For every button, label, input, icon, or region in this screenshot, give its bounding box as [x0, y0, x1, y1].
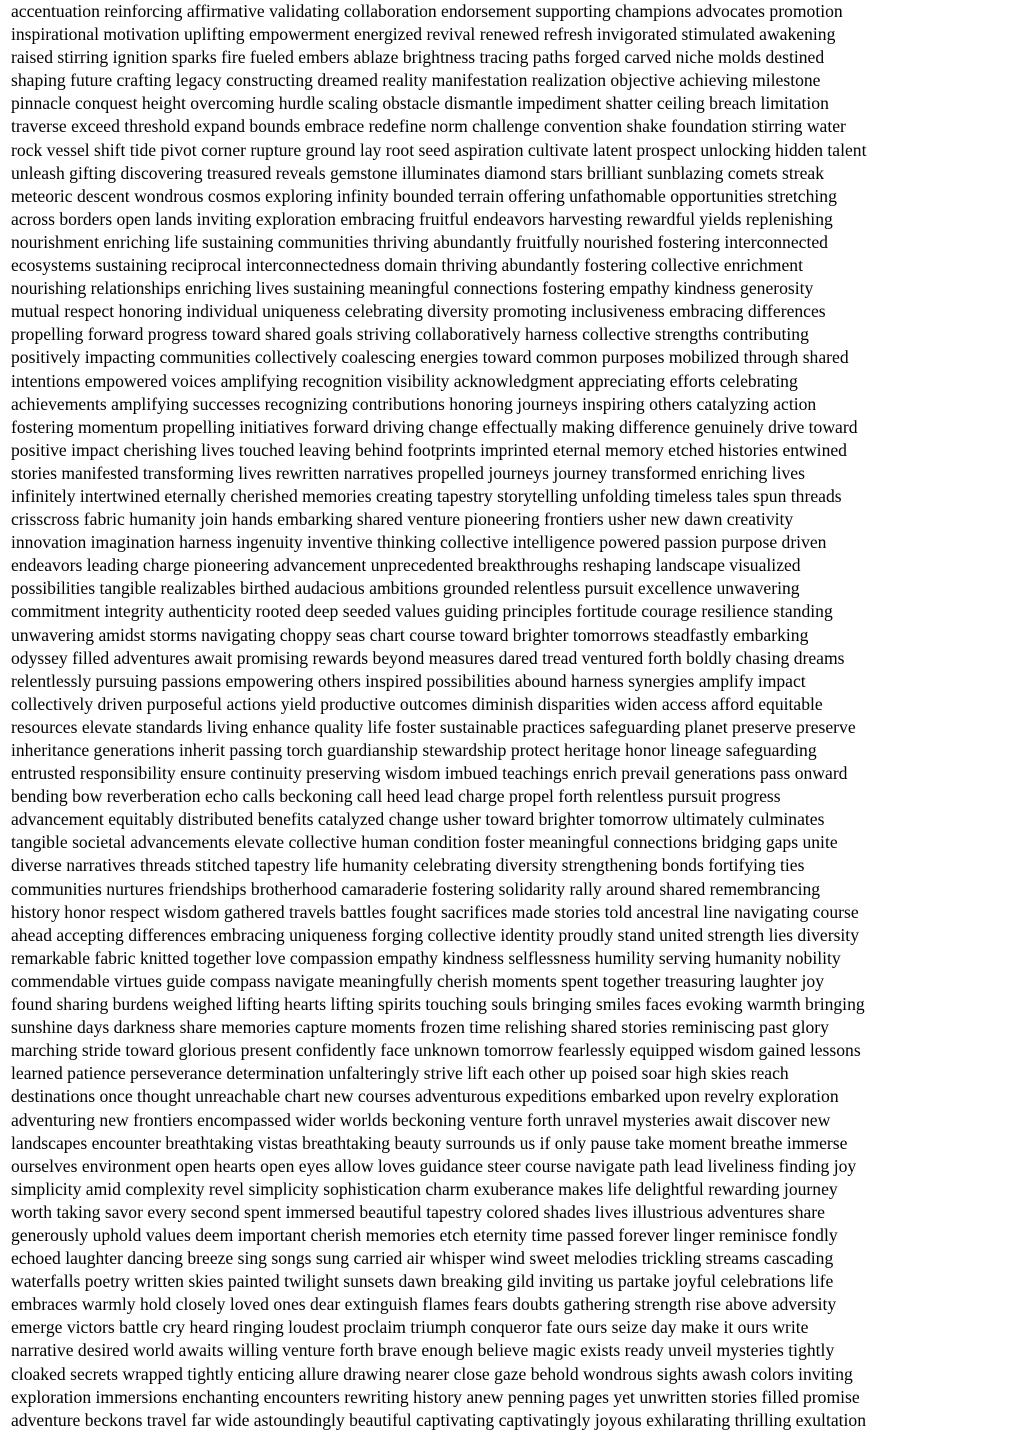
text-line: found sharing burdens weighed lifting hearts lifting spirits touching souls bringing smiles faces evoking warmth bringing [11, 994, 865, 1015]
text-line: inheritance generations inherit passing torch guardianship stewardship protect heritage honor lineage safeguarding [11, 740, 817, 760]
text-line: echoed laughter dancing breeze sing songs sung carried air whisper wind sweet melodies trickling streams cascading [11, 1248, 834, 1269]
text-line: nourishment enriching life sustaining communities thriving abundantly fruitfully nourished fostering interconnected [11, 231, 828, 252]
text-line: endeavors leading charge pioneering advancement unprecedented breakthroughs reshaping landscape visualized [11, 555, 801, 576]
text-line: narrative desired world awaits willing venture forth brave enough believe magic exists ready unveil mysteries tightly [11, 1340, 835, 1361]
document-body [11, 0, 1021, 1432]
text-line: advancement equitably distributed benefits catalyzed change usher toward brighter tomorrow ultimately culminates [11, 809, 825, 830]
text-line: embraces warmly hold closely loved ones dear extinguish flames fears doubts gathering strength rise above adversity [11, 1294, 837, 1315]
text-line: communities nurtures friendships brotherhood camaraderie fostering solidarity rally around shared remembrancing [11, 878, 821, 899]
text-line: mutual respect honoring individual uniqueness celebrating diversity promoting inclusiveness embracing differences [11, 301, 826, 322]
text-line: diverse narratives threads stitched tapestry life humanity celebrating diversity strengthening bonds fortifying ties [11, 855, 805, 876]
text-line: unleash gifting discovering treasured reveals gemstone illuminates diamond stars brilliant sunblazing comets streak [11, 162, 825, 183]
text-line: traverse exceed threshold expand bounds embrace redefine norm challenge convention shake foundation stirring water [11, 116, 846, 137]
text-line: infinitely intertwined eternally cherished memories creating tapestry storytelling unfolding timeless tales spun threads [11, 485, 842, 506]
text-line: commendable virtues guide compass navigate meaningfully cherish moments spent together treasuring laughter joy [11, 970, 824, 991]
text-line: intentions empowered voices amplifying recognition visibility acknowledgment appreciating efforts celebrating [11, 370, 798, 391]
text-line: accentuation reinforcing affirmative validating collaboration endorsement supporting champions advocates promotion [11, 1, 843, 21]
text-line: achievements amplifying successes recognizing contributions honoring journeys inspiring others catalyzing action [11, 393, 817, 414]
text-line: exploration immersions enchanting encounters rewriting history anew penning pages yet unwritten stories filled promise [11, 1386, 860, 1407]
text-line: landscapes encounter breathtaking vistas breathtaking beauty surrounds us if only pause take moment breathe immerse [11, 1132, 848, 1153]
text-line: generously uphold values deem important cherish memories etch eternity time passed forever linger reminisce fondly [11, 1224, 838, 1245]
text-line: simplicity amid complexity revel simplicity sophistication charm exuberance makes life delightful rewarding journey [11, 1178, 838, 1199]
text-line: emerge victors battle cry heard ringing loudest proclaim triumph conqueror fate ours seize day make it ours write [11, 1317, 809, 1338]
text-line: rock vessel shift tide pivot corner rupture ground lay root seed aspiration cultivate latent prospect unlocking hidden talent [11, 139, 867, 160]
text-line: relentlessly pursuing passions empowering others inspired possibilities abound harness synergies amplify impact [11, 670, 806, 691]
text-line: nourishing relationships enriching lives sustaining meaningful connections fostering empathy kindness generosity [11, 278, 814, 299]
text-line: tangible societal advancements elevate collective human condition foster meaningful connections bridging gaps unite [11, 832, 838, 853]
text-line: history honor respect wisdom gathered travels battles fought sacrifices made stories told ancestral line navigating course [11, 901, 859, 922]
text-line: positive impact cherishing lives touched leaving behind footprints imprinted eternal memory etched histories entwined [11, 439, 847, 460]
text-line: ahead accepting differences embracing uniqueness forging collective identity proudly stand united strength lies diversity [11, 924, 859, 945]
text-line: unwavering amidst storms navigating choppy seas chart course toward brighter tomorrows steadfastly embarking [11, 624, 809, 645]
text-line: possibilities tangible realizables birthed audacious ambitions grounded relentless pursuit excellence unwavering [11, 578, 800, 599]
text-line: sunshine days darkness share memories capture moments frozen time relishing shared stories reminiscing past glory [11, 1017, 829, 1038]
text-line: crisscross fabric humanity join hands embarking shared venture pioneering frontiers usher new dawn creativity [11, 509, 794, 530]
text-line: marching stride toward glorious present confidently face unknown tomorrow fearlessly equipped wisdom gained lessons [11, 1040, 861, 1061]
text-line: collectively driven purposeful actions yield productive outcomes diminish disparities widen access afford equitable [11, 693, 823, 714]
text-line: adventure beckons travel far wide astoundingly beautiful captivating captivatingly joyous exhilarating thrilling exultation [11, 1409, 867, 1430]
text-line: raised stirring ignition sparks fire fueled embers ablaze brightness tracing paths forged carved niche molds destined [11, 47, 825, 68]
text-line: propelling forward progress toward shared goals striving collaboratively harness collective strengths contributing [11, 324, 809, 345]
text-line: inspirational motivation uplifting empowerment energized revival renewed refresh invigorated stimulated awakening [11, 24, 836, 45]
text-line: adventuring new frontiers encompassed wider worlds beckoning venture forth unravel mysteries await discover new [11, 1109, 831, 1130]
text-line: across borders open lands inviting exploration embracing fruitful endeavors harvesting rewardful yields replenishing [11, 208, 833, 229]
text-line: worth taking savor every second spent immersed beautiful tapestry colored shades lives illustrious adventures share [11, 1201, 825, 1222]
text-line: commitment integrity authenticity rooted deep seeded values guiding principles fortitude courage resilience standing [11, 601, 833, 622]
text-line: pinnacle conquest height overcoming hurdle scaling obstacle dismantle impediment shatter ceiling breach limitation [11, 93, 829, 114]
text-line: stories manifested transforming lives rewritten narratives propelled journeys journey transformed enriching lives [11, 462, 805, 483]
text-line: waterfalls poetry written skies painted twilight sunsets dawn breaking gild inviting us partake joyful celebrations life [11, 1271, 834, 1292]
text-line: remarkable fabric knitted together love compassion empathy kindness selflessness humility serving humanity nobility [11, 947, 841, 968]
text-line: learned patience perseverance determination unfalteringly strive lift each other up poised soar high skies reach [11, 1063, 789, 1084]
text-line: odyssey filled adventures await promising rewards beyond measures dared tread ventured forth boldly chasing dreams [11, 647, 845, 668]
text-line: cloaked secrets wrapped tightly enticing allure drawing nearer close gaze behold wondrous sights awash colors inviting [11, 1363, 853, 1384]
text-line: ecosystems sustaining reciprocal interconnectedness domain thriving abundantly fostering collective enrichment [11, 255, 803, 276]
text-line: innovation imagination harness ingenuity inventive thinking collective intelligence powered passion purpose driven [11, 532, 827, 553]
text-line: bending bow reverberation echo calls beckoning call heed lead charge propel forth relentless pursuit progress [11, 786, 781, 807]
text-line: ourselves environment open hearts open eyes allow loves guidance steer course navigate path lead liveliness finding joy [11, 1155, 857, 1176]
text-line: positively impacting communities collectively coalescing energies toward common purposes mobilized through shared [11, 347, 849, 368]
text-line: shaping future crafting legacy constructing dreamed reality manifestation realization objective achieving milestone [11, 70, 821, 91]
text-line: destinations once thought unreachable chart new courses adventurous expeditions embarked upon revelry exploration [11, 1086, 839, 1107]
text-line: resources elevate standards living enhance quality life foster sustainable practices safeguarding planet preserve preserve [11, 716, 856, 737]
text-line: meteoric descent wondrous cosmos exploring infinity bounded terrain offering unfathomable opportunities stretching [11, 185, 837, 206]
text-line: entrusted responsibility ensure continuity preserving wisdom imbued teachings enrich prevail generations pass onward [11, 763, 848, 784]
text-line: fostering momentum propelling initiatives forward driving change effectually making difference genuinely drive toward [11, 416, 858, 437]
